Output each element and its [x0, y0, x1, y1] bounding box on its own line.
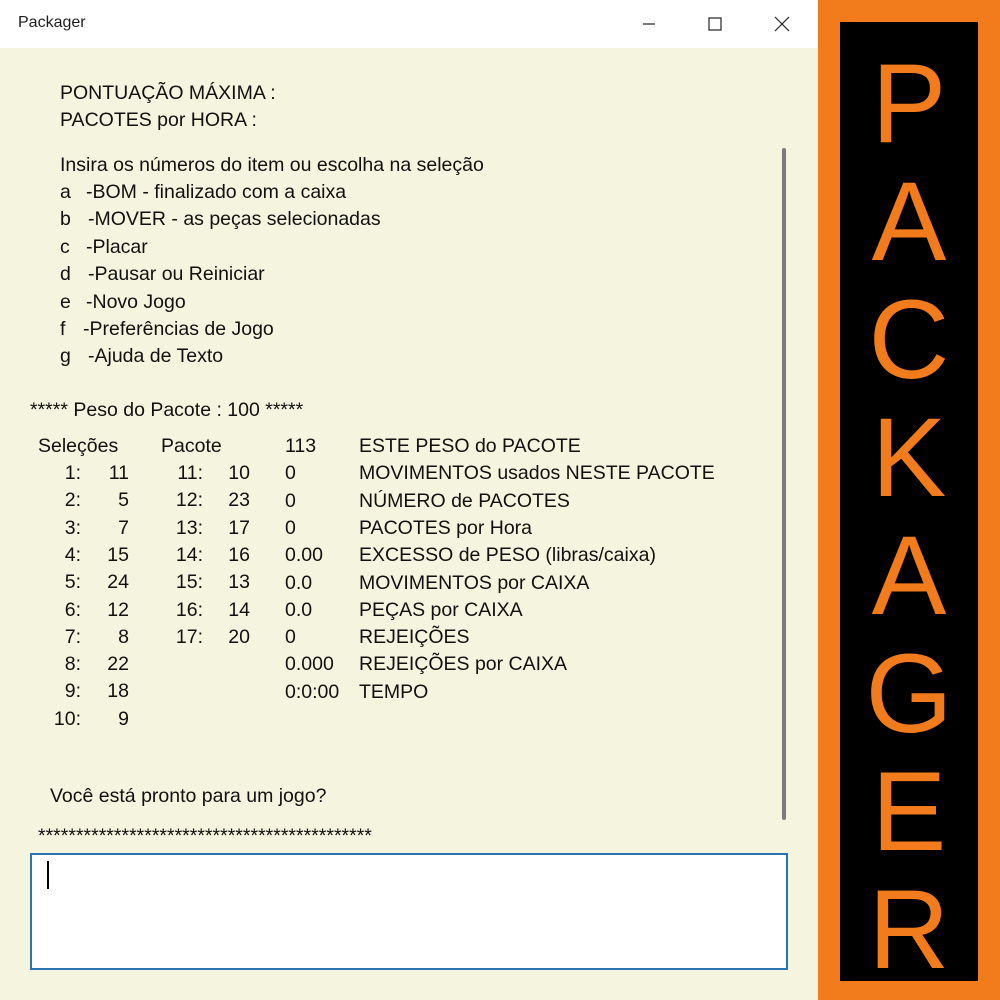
stat-label: PEÇAS por CAIXA — [359, 599, 523, 621]
menu-label: -Novo Jogo — [86, 291, 186, 313]
menu-label: -Pausar ou Reiniciar — [88, 263, 265, 285]
logo-letter: P — [871, 41, 947, 166]
stat-value: 113 — [285, 435, 317, 457]
logo-letter: C — [868, 277, 950, 402]
stat-label: REJEIÇÕES por CAIXA — [359, 653, 568, 675]
logo-letter: K — [871, 395, 947, 520]
logo-letter: G — [865, 631, 953, 756]
selection-index: 6: — [64, 599, 81, 621]
logo-panel — [840, 22, 978, 992]
stat-label: PACOTES por Hora — [359, 517, 533, 539]
stat-value: 0:0:00 — [285, 681, 340, 703]
minimize-button[interactable] — [616, 0, 682, 48]
stat-value: 0 — [285, 490, 296, 512]
selection-value: 24 — [107, 571, 129, 593]
ready-prompt: Você está pronto para um jogo? — [50, 785, 327, 807]
title-bar — [0, 0, 818, 48]
menu-label: -Preferências de Jogo — [83, 318, 274, 340]
package-value: 13 — [228, 571, 250, 593]
window-title: Packager — [18, 14, 86, 31]
separator-line: ******************************************** — [38, 825, 372, 847]
package-index: 12: — [175, 489, 203, 511]
logo-letter: R — [868, 867, 950, 992]
menu-key: d — [60, 263, 71, 285]
selection-index: 4: — [64, 544, 81, 566]
command-input[interactable] — [30, 853, 788, 970]
stat-value: 0.00 — [285, 544, 323, 566]
selection-index: 9: — [64, 680, 81, 702]
close-button[interactable] — [749, 0, 815, 48]
package-value: 14 — [228, 599, 250, 621]
selection-value: 5 — [118, 489, 129, 511]
selections-header: Seleções — [38, 435, 119, 457]
stat-label: MOVIMENTOS usados NESTE PACOTE — [359, 462, 715, 484]
package-value: 17 — [228, 517, 250, 539]
packages-per-hour-label: PACOTES por HORA : — [60, 109, 257, 131]
stat-label: REJEIÇÕES — [359, 626, 470, 648]
selection-value: 12 — [107, 599, 129, 621]
menu-label: -Ajuda de Texto — [88, 345, 224, 367]
package-value: 10 — [228, 462, 250, 484]
menu-key: c — [60, 236, 70, 258]
selection-index: 7: — [64, 626, 81, 648]
maximize-icon — [708, 17, 722, 31]
package-weight-line: ***** Peso do Pacote : 100 ***** — [30, 399, 304, 421]
stat-label: ESTE PESO do PACOTE — [359, 435, 581, 457]
minimize-icon — [642, 17, 656, 31]
menu-key: f — [60, 318, 66, 340]
selection-value: 22 — [107, 653, 129, 675]
menu-key: b — [60, 208, 71, 230]
selection-index: 3: — [64, 517, 81, 539]
stat-value: 0 — [285, 517, 296, 539]
logo-letter: E — [871, 749, 947, 874]
selection-value: 15 — [107, 544, 129, 566]
scrollbar[interactable] — [782, 148, 786, 820]
package-value: 23 — [228, 489, 250, 511]
selection-value: 18 — [107, 680, 129, 702]
selection-index: 5: — [64, 571, 81, 593]
stat-value: 0 — [285, 626, 296, 648]
selection-value: 7 — [118, 517, 129, 539]
max-score-label: PONTUAÇÃO MÁXIMA : — [60, 82, 276, 104]
stat-label: EXCESSO de PESO (libras/caixa) — [359, 544, 656, 566]
selection-index: 8: — [64, 653, 81, 675]
selection-index: 10: — [53, 708, 81, 730]
package-value: 20 — [228, 626, 250, 648]
stat-value: 0.0 — [285, 599, 313, 621]
stat-value: 0.0 — [285, 572, 313, 594]
package-index: 11: — [177, 462, 203, 484]
logo-letter: A — [871, 159, 947, 284]
package-index: 15: — [175, 571, 203, 593]
packager-logo — [818, 0, 1000, 1000]
package-value: 16 — [228, 544, 250, 566]
stat-label: NÚMERO de PACOTES — [359, 490, 570, 512]
menu-label: -MOVER - as peças selecionadas — [88, 208, 381, 230]
menu-label: -BOM - finalizado com a caixa — [86, 181, 347, 203]
selection-index: 1: — [64, 462, 81, 484]
selection-value: 11 — [108, 462, 129, 484]
menu-key: g — [60, 345, 71, 367]
selection-value: 9 — [118, 708, 129, 730]
package-index: 13: — [175, 517, 203, 539]
stat-value: 0 — [285, 462, 296, 484]
maximize-button[interactable] — [682, 0, 748, 48]
stat-label: TEMPO — [359, 681, 429, 703]
close-icon — [774, 16, 790, 32]
menu-prompt: Insira os números do item ou escolha na seleção — [60, 154, 484, 176]
menu-key: e — [60, 291, 71, 313]
selection-value: 8 — [118, 626, 129, 648]
menu-label: -Placar — [86, 236, 148, 258]
package-index: 14: — [175, 544, 203, 566]
selection-index: 2: — [64, 489, 81, 511]
stat-value: 0.000 — [285, 653, 334, 675]
package-index: 16: — [175, 599, 203, 621]
package-header: Pacote — [161, 435, 222, 457]
menu-key: a — [60, 181, 71, 203]
package-index: 17: — [175, 626, 203, 648]
logo-letter: A — [871, 513, 947, 638]
stat-label: MOVIMENTOS por CAIXA — [359, 572, 590, 594]
text-caret — [47, 861, 49, 889]
